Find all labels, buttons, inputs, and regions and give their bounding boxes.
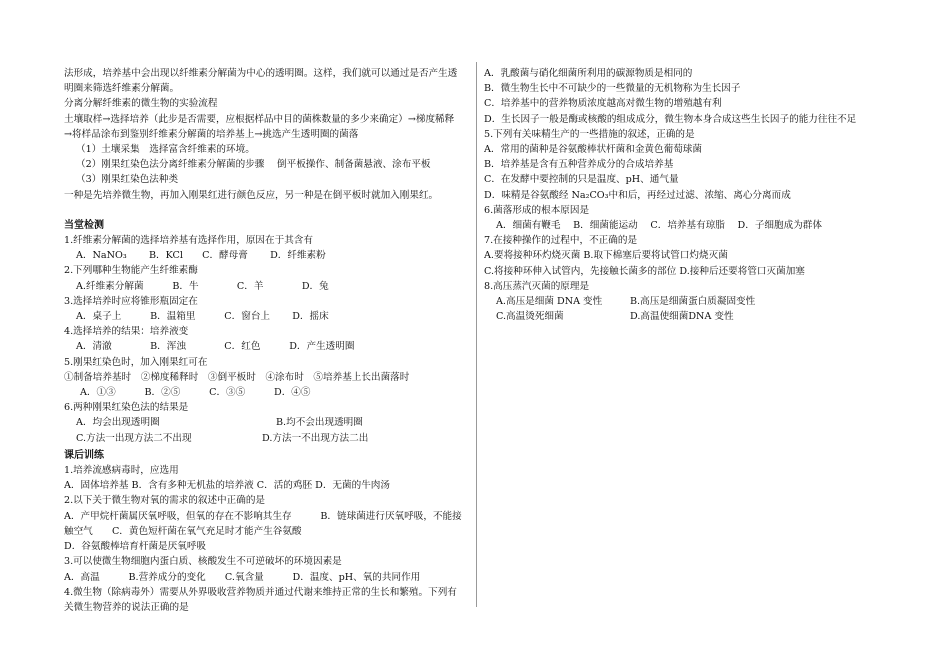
option-line: A．高温 B.营养成分的变化 C.氧含量 D．温度、pH、氧的共同作用 (64, 571, 421, 583)
question-line: 7.在接种操作的过程中，不正确的是 (484, 235, 638, 247)
text-line: （3）刚果红染色法种类 (76, 174, 179, 186)
question-line: 5.下列有关味精生产的一些措施的叙述，正确的是 (484, 128, 695, 140)
right-column (484, 66, 880, 324)
option-line: D．谷氨酸棒培育杆菌是厌氧呼吸 (64, 541, 207, 553)
column-divider (476, 62, 477, 607)
section-heading-in-class-test: 当堂检测 (64, 219, 104, 231)
section-heading-after-class: 课后训练 (64, 449, 104, 461)
option: D.方法一不出现方法二出 (262, 432, 369, 444)
question-line: 1.纤维素分解菌的选择培养基有选择作用，原因在于其含有 (64, 235, 313, 247)
option-line: A．产甲烷杆菌属厌氧呼吸，但氧的存在不影响其生存 B．链球菌进行厌氧呼吸，不能接 (64, 510, 462, 522)
option-line: A．清澈 B．浑浊 C．红色 D．产生透明圈 (76, 341, 355, 353)
option-line: A．乳酸菌与硝化细菌所利用的碳源物质是相同的 (484, 68, 693, 79)
question-line: 6.菌落形成的根本原因是 (484, 204, 590, 216)
option-line: B．微生物生长中不可缺少的一些微量的无机物称为生长因子 (484, 83, 741, 95)
option: B.均不会出现透明圈 (276, 417, 363, 429)
question-line: 1.培养流感病毒时，应选用 (64, 465, 179, 477)
option-line: D．味精是谷氨酸经 Na₂CO₃中和后，再经过过滤、浓缩、离心分离而成 (484, 189, 791, 201)
question-line: 6.两种刚果红染色法的结果是 (64, 402, 189, 414)
option-line: C．在发酵中要控制的只是温度、pH、通气量 (484, 174, 679, 186)
option-line: A．NaNO₃ B．KCl C．酵母膏 D．纤维素粉 (76, 250, 326, 262)
option-line: A．固体培养基 B．含有多种无机盐的培养液 C．活的鸡胚 D．无菌的牛肉汤 (64, 480, 390, 492)
text-line: 法形成，培养基中会出现以纤维素分解菌为中心的透明圈。这样，我们就可以通过是否产生透 (64, 68, 458, 79)
option-line: B．培养基是含有五种营养成分的合成培养基 (484, 159, 674, 171)
option-row (484, 294, 880, 309)
text-line: 分离分解纤维素的微生物的实验流程 (64, 98, 218, 110)
question-line: 3.可以使微生物细胞内蛋白质、核酸发生不可逆破坏的环境因素是 (64, 556, 342, 568)
text-line: 明圈来筛选纤维素分解菌。 (64, 83, 180, 95)
option: D.高温使细菌DNA 变性 (630, 311, 734, 323)
question-line: 8.高压蒸汽灭菌的原理是 (484, 280, 590, 292)
option-line: C．培养基中的营养物质浓度越高对微生物的增殖越有利 (484, 98, 722, 110)
option-row (64, 431, 472, 446)
option-line: C.将接种环伸入试管内，先接触长菌多的部位 D.接种后还要将管口灭菌加塞 (484, 265, 805, 277)
text-line: （2）刚果红染色法分离纤维素分解菌的步骤 倒平板操作、制备菌悬液、涂布平板 (76, 159, 431, 171)
option-line: D．生长因子一般是酶或核酸的组成成分，微生物本身合成这些生长因子的能力往往不足 (484, 113, 857, 125)
option-line: ①制备培养基时 ②梯度稀释时 ③倒平板时 ④涂布时 ⑤培养基上长出菌落时 (64, 371, 410, 383)
option: C.方法一出现方法二不出现 (76, 432, 192, 444)
text-line: →将样品涂布到鉴别纤维素分解菌的培养基上→挑选产生透明圈的菌落 (64, 128, 359, 140)
left-column (64, 66, 472, 615)
question-line: 2.下列哪种生物能产生纤维素酶 (64, 265, 198, 277)
option: A．均会出现透明圈 (76, 417, 160, 429)
option: B.高压是细菌蛋白质凝固变性 (630, 296, 756, 308)
option: A.高压是细菌 DNA 变性 (496, 296, 603, 308)
option-row (484, 309, 880, 324)
option-line: A.纤维素分解菌 B．牛 C．羊 D．兔 (76, 280, 329, 292)
option-line: A．桌子上 B．温箱里 C．窗台上 D．摇床 (76, 311, 329, 323)
option-row (64, 415, 472, 430)
option-line: A.要将接种环灼烧灭菌 B.取下棉塞后要将试管口灼烧灭菌 (484, 250, 728, 262)
option-line: 触空气 C．黄色短杆菌在氧气充足时才能产生谷氨酸 (64, 525, 302, 537)
question-line: 4.选择培养的结果：培养液变 (64, 326, 189, 338)
text-line: 一种是先培养微生物，再加入刚果红进行颜色反应，另一种是在倒平板时就加入刚果红。 (64, 189, 439, 201)
question-line: 5.刚果红染色时，加入刚果红可在 (64, 356, 208, 368)
question-line: 2.以下关于微生物对氧的需求的叙述中正确的是 (64, 495, 266, 507)
question-line: 关微生物营养的说法正确的是 (64, 601, 189, 613)
option: C.高温烫死细菌 (496, 311, 564, 323)
question-line: 4.微生物（除病毒外）需要从外界吸收营养物质并通过代谢来维持正常的生长和繁殖。下列有 (64, 586, 457, 598)
question-line: 3.选择培养时应将锥形瓶固定在 (64, 295, 198, 307)
option-line: A．①③ B．②⑤ C．③⑤ D．④⑤ (80, 387, 311, 399)
option-line: A．细菌有鞭毛 B．细菌能运动 C．培养基有琼脂 D．子细胞成为群体 (496, 220, 822, 232)
text-line: 土壤取样→选择培养（此步是否需要，应根据样品中目的菌株数量的多少来确定）→梯度稀释 (64, 113, 455, 125)
text-line: （1）土壤采集 选择富含纤维素的环境。 (76, 144, 255, 156)
option-line: A．常用的菌种是谷氨酸棒状杆菌和金黄色葡萄球菌 (484, 144, 702, 156)
